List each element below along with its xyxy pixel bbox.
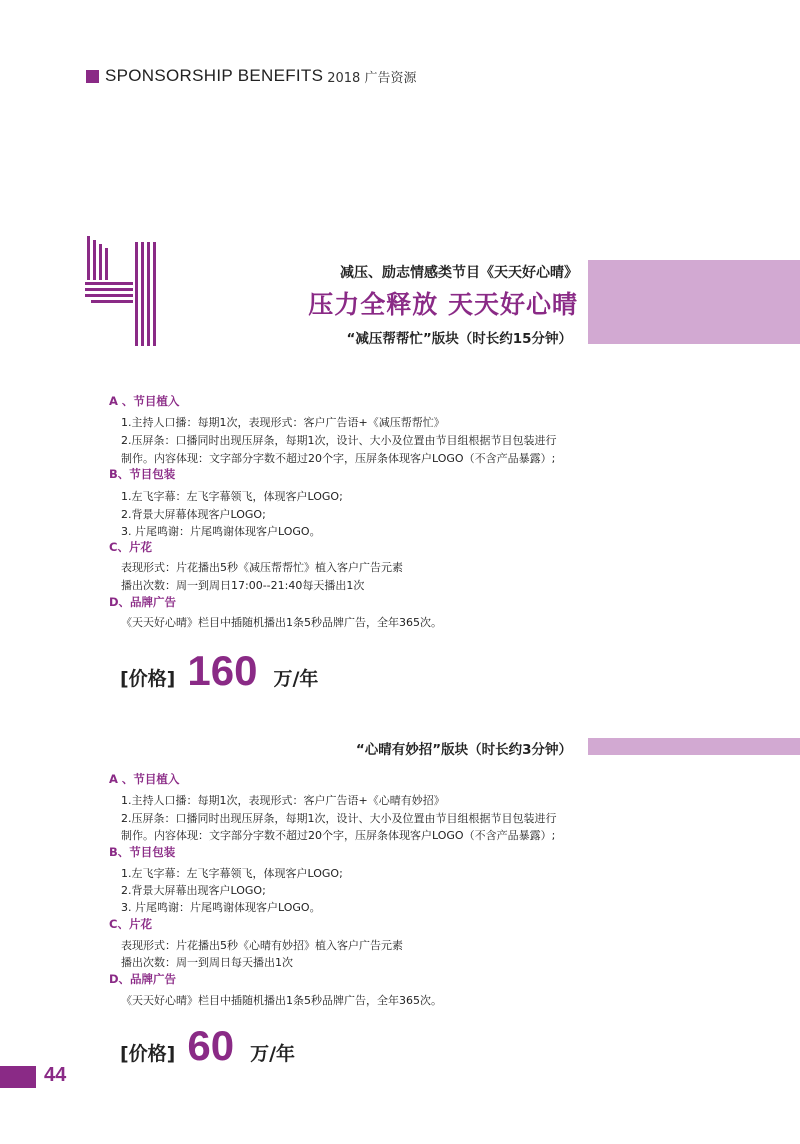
price-label: [价格]	[120, 668, 176, 690]
section-heading: B、节目包装	[109, 845, 176, 859]
price-value: 160	[187, 647, 258, 694]
text-line: 表现形式：片花播出5秒《减压帮帮忙》植入客户广告元素	[121, 561, 403, 574]
text-line: 2.压屏条：口播同时出现压屏条，每期1次，设计、大小及位置由节目组根据节目包装进行	[121, 812, 557, 825]
text-line: 1.左飞字幕：左飞字幕领飞，体现客户LOGO;	[121, 867, 343, 880]
program-title: 减压、励志情感类节目《天天好心晴》	[340, 265, 578, 281]
segment-title: “心晴有妙招”版块（时长约3分钟）	[355, 742, 572, 758]
section-heading: D、品牌广告	[109, 972, 177, 986]
price-value: 60	[187, 1022, 235, 1069]
header-band	[588, 260, 800, 344]
text-line: 制作。内容体现：文字部分字数不超过20个字，压屏条体现客户LOGO（不含产品暴露）;	[121, 452, 556, 465]
segment-band	[588, 738, 800, 755]
header-square-icon	[86, 70, 99, 83]
text-line: 《天天好心晴》栏目中插随机播出1条5秒品牌广告，全年365次。	[121, 616, 442, 629]
price-unit: 万/年	[250, 1043, 296, 1065]
text-line: 1.主持人口播：每期1次，表现形式：客户广告语+《减压帮帮忙》	[121, 416, 445, 429]
text-line: 播出次数：周一到周日每天播出1次	[121, 956, 293, 969]
section-heading: D、品牌广告	[109, 595, 177, 609]
header-title: SPONSORSHIP BENEFITS	[105, 66, 324, 85]
page-number: 44	[44, 1064, 67, 1086]
text-line: 播出次数：周一到周日17:00--21:40每天播出1次	[121, 579, 365, 592]
price-block	[120, 647, 318, 695]
text-line: 3. 片尾鸣谢：片尾鸣谢体现客户LOGO。	[121, 901, 321, 914]
price-block	[120, 1022, 295, 1070]
page-header	[86, 66, 416, 86]
price-unit: 万/年	[273, 668, 319, 690]
section-heading: A 、节目植入	[109, 394, 180, 408]
text-line: 2.背景大屏幕出现客户LOGO;	[121, 884, 266, 897]
text-line: 《天天好心晴》栏目中插随机播出1条5秒品牌广告，全年365次。	[121, 994, 442, 1007]
header-subtitle: 2018 广告资源	[327, 70, 417, 86]
text-line: 3. 片尾鸣谢：片尾鸣谢体现客户LOGO。	[121, 525, 321, 538]
section-heading: C、片花	[109, 540, 152, 554]
price-label: [价格]	[120, 1043, 176, 1065]
section-heading: C、片花	[109, 917, 152, 931]
program-slogan: 压力全释放 天天好心晴	[308, 290, 578, 319]
section-heading: B、节目包装	[109, 467, 176, 481]
text-line: 表现形式：片花播出5秒《心晴有妙招》植入客户广告元素	[121, 939, 403, 952]
section-heading: A 、节目植入	[109, 772, 180, 786]
text-line: 制作。内容体现：文字部分字数不超过20个字，压屏条体现客户LOGO（不含产品暴露）;	[121, 829, 556, 842]
segment-title: “减压帮帮忙”版块（时长约15分钟）	[346, 331, 572, 347]
text-line: 2.背景大屏幕体现客户LOGO;	[121, 508, 266, 521]
text-line: 1.左飞字幕：左飞字幕领飞，体现客户LOGO;	[121, 490, 343, 503]
text-line: 1.主持人口播：每期1次，表现形式：客户广告语+《心晴有妙招》	[121, 794, 445, 807]
program-logo-icon	[85, 236, 161, 348]
text-line: 2.压屏条：口播同时出现压屏条，每期1次，设计、大小及位置由节目组根据节目包装进行	[121, 434, 557, 447]
page-number-bar	[0, 1066, 36, 1088]
